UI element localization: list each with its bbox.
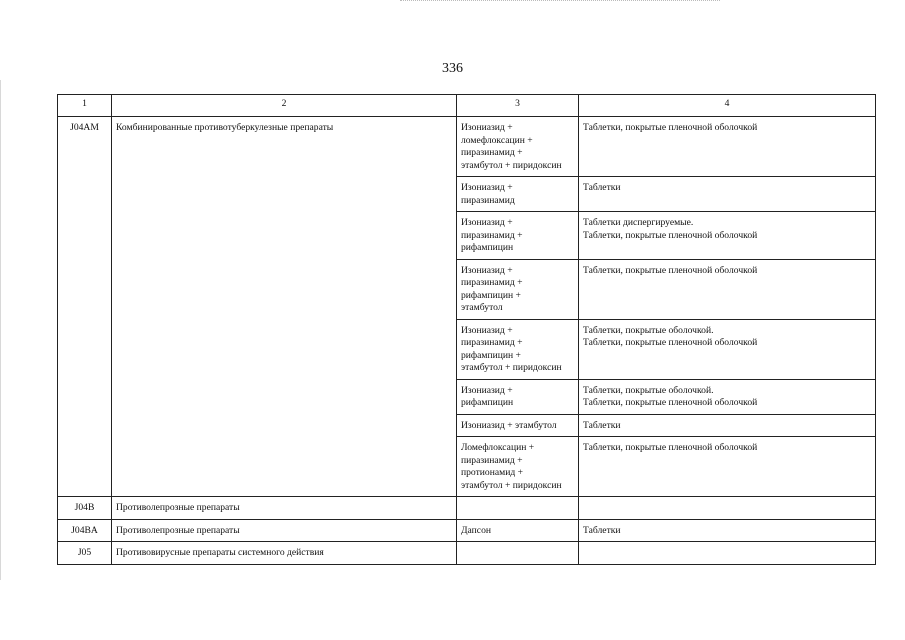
group-name: Противолепрозные препараты	[112, 497, 457, 520]
atc-code: J05	[58, 542, 112, 565]
form-cell	[579, 379, 876, 414]
form-line: Таблетки диспергируемые.	[583, 217, 694, 228]
group-name: Противовирусные препараты системного действия	[112, 542, 457, 565]
form-line: Таблетки, покрытые пленочной оболочкой	[583, 229, 758, 241]
drug-line: Изониазид + этамбутол	[461, 419, 557, 431]
form-line: Таблетки, покрытые оболочкой.	[583, 384, 714, 396]
drug-line: Изониазид +	[461, 384, 513, 396]
drug-line: этамбутол + пиридоксин	[461, 479, 562, 491]
form-cell: Таблетки	[579, 519, 876, 542]
drug-cell	[457, 379, 579, 414]
drug-line: пиразинамид +	[461, 229, 523, 241]
atc-code: J04AM	[58, 117, 112, 497]
page-number: 336	[442, 61, 463, 76]
group-name: Комбинированные противотуберкулезные препараты	[112, 117, 457, 497]
drug-line: Ломефлоксацин +	[461, 442, 535, 453]
drug-line: протионамид +	[461, 467, 524, 478]
form-line: Таблетки, покрытые оболочкой.	[583, 324, 714, 336]
form-cell	[579, 319, 876, 379]
form-line: Таблетки	[583, 419, 621, 431]
drug-cell	[457, 437, 579, 497]
table-row	[58, 497, 876, 520]
drug-line: Изониазид +	[461, 324, 513, 336]
drug-line: пиразинамид +	[461, 337, 523, 348]
scan-artifact-left	[0, 80, 1, 580]
scan-artifact-top	[400, 0, 720, 3]
form-line: Таблетки, покрытые пленочной оболочкой	[583, 397, 758, 408]
drug-line: Изониазид +	[461, 122, 513, 133]
form-cell	[579, 117, 876, 177]
form-cell	[579, 259, 876, 319]
header-cell-3: 3	[457, 95, 579, 117]
form-line: Таблетки	[583, 182, 621, 193]
drug-cell	[457, 414, 579, 437]
group-name: Противолепрозные препараты	[112, 519, 457, 542]
drug-line: этамбутол + пиридоксин	[461, 362, 562, 373]
form-line: Таблетки, покрытые пленочной оболочкой	[583, 122, 758, 133]
header-row	[58, 95, 876, 117]
table-row	[58, 117, 876, 177]
form-cell	[579, 437, 876, 497]
drug-line: этамбутол + пиридоксин	[461, 159, 562, 171]
form-cell	[579, 177, 876, 212]
drug-cell	[457, 319, 579, 379]
header-cell-1: 1	[58, 95, 112, 117]
drug-line: пиразинамид	[461, 194, 515, 206]
drug-cell	[457, 497, 579, 520]
drug-line: рифампицин +	[461, 289, 521, 301]
drug-cell	[457, 177, 579, 212]
drug-cell	[457, 212, 579, 260]
drug-line: пиразинамид +	[461, 147, 523, 158]
form-cell	[579, 542, 876, 565]
drug-line: рифампицин	[461, 242, 514, 253]
table-row	[58, 542, 876, 565]
drug-line: ломефлоксацин +	[461, 134, 533, 146]
drug-line: Изониазид +	[461, 264, 513, 276]
header-cell-2: 2	[112, 95, 457, 117]
table-row	[58, 519, 876, 542]
drug-cell	[457, 259, 579, 319]
drug-line: рифампицин +	[461, 349, 521, 361]
form-cell	[579, 212, 876, 260]
atc-code: J04B	[58, 497, 112, 520]
drug-cell	[457, 542, 579, 565]
drug-cell: Дапсон	[457, 519, 579, 542]
form-line: Таблетки, покрытые пленочной оболочкой	[583, 337, 758, 348]
header-cell-4: 4	[579, 95, 876, 117]
form-line: Таблетки, покрытые пленочной оболочкой	[583, 264, 758, 276]
drug-cell	[457, 117, 579, 177]
form-line: Таблетки, покрытые пленочной оболочкой	[583, 442, 758, 453]
atc-code: J04BA	[58, 519, 112, 542]
drug-line: пиразинамид +	[461, 277, 523, 288]
drug-line: рифампицин	[461, 397, 514, 408]
form-cell	[579, 497, 876, 520]
form-cell	[579, 414, 876, 437]
drug-table	[57, 94, 876, 565]
drug-line: Изониазид +	[461, 182, 513, 193]
drug-line: Изониазид +	[461, 217, 513, 228]
drug-line: пиразинамид +	[461, 454, 523, 466]
drug-line: этамбутол	[461, 302, 503, 313]
